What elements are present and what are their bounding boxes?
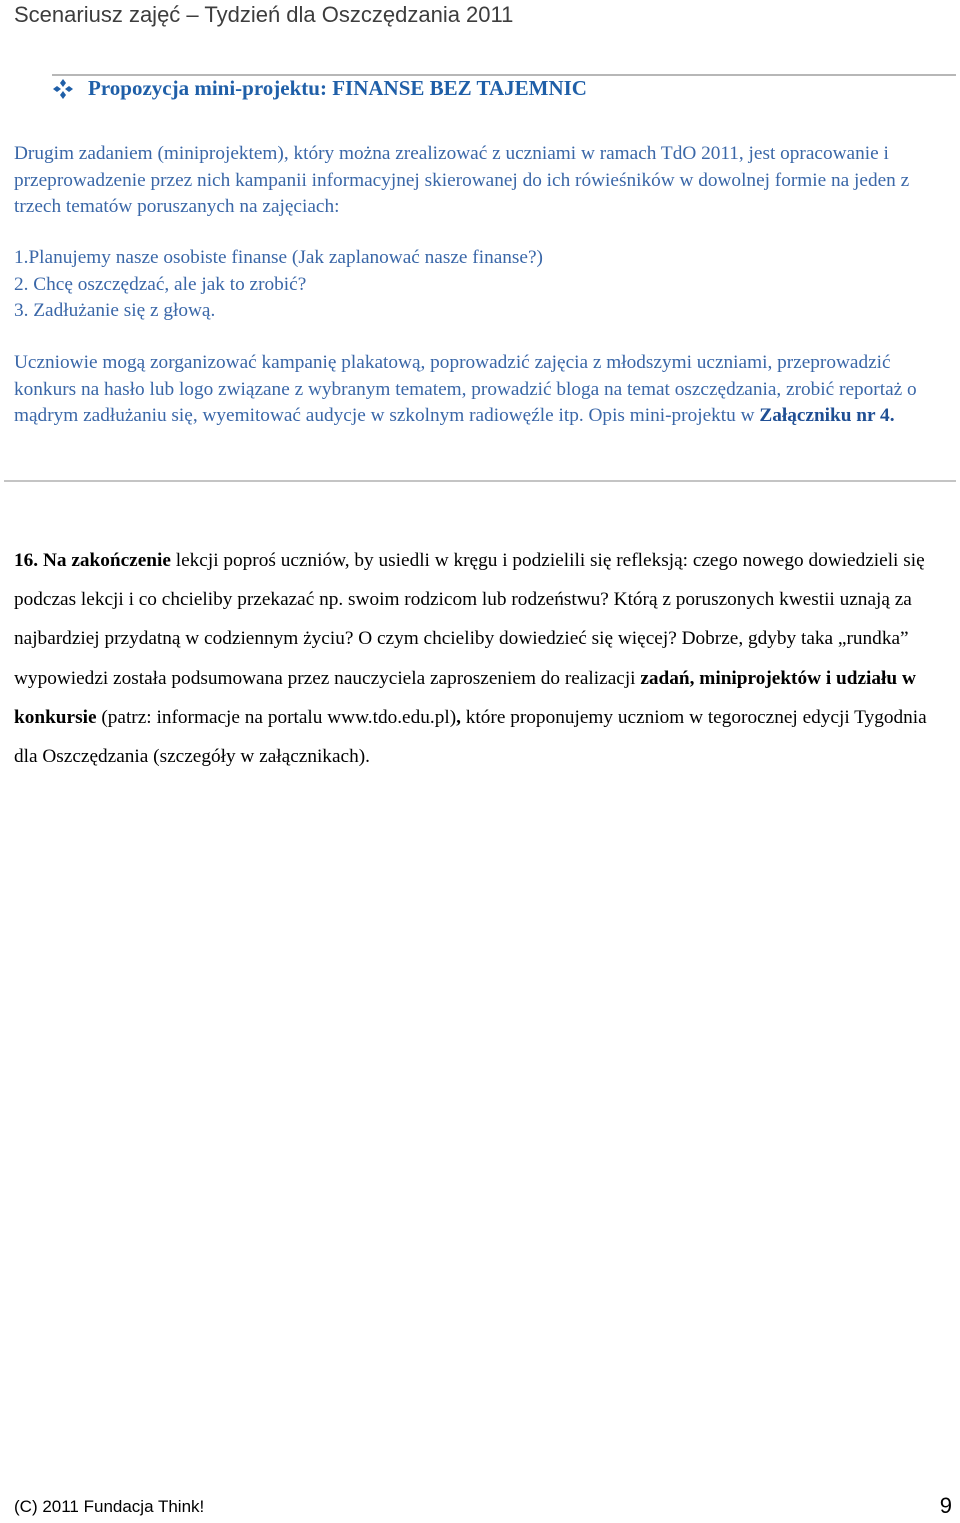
step-text-part-3: które proponujemy uczniom w tegorocznej edycji Tygodnia dla Oszczędzania (szczegóły w załącznikach). <box>14 706 927 768</box>
project-ideas-text: Uczniowie mogą zorganizować kampanię plakatową, poprowadzić zajęcia z młodszymi uczniami, przeprowadzić konkurs na hasło lub logo związane z wybranym tematem, prowadzić bloga na temat oszczędzania, zrobić reportaż o mądrym zadłużaniu się, wyemitować audycje w szkolnym radiowęźle itp. Opis mini-projektu w <box>14 352 917 426</box>
project-ideas-paragraph <box>14 350 949 430</box>
attachment-reference: Załączniku nr 4. <box>759 405 895 426</box>
step-text-part-1: lekcji poproś uczniów, by usiedli w kręgu i podzielili się refleksją: czego nowego dowiedzieli się podczas lekcji i co chcieliby przekazać np. swoim rodzicom lub rodzeństwu? Którą z poruszonych kwestii uznają za najbardziej przydatną w codziennym życiu? O czym chcieliby dowiedzieć się więcej? Dobrze, gdyby taka „rundka” wypowiedzi została podsumowana przez nauczyciela zaproszeniem do realizacji <box>14 550 925 689</box>
section-divider <box>4 480 956 482</box>
step-bold-comma: , <box>456 706 461 728</box>
topic-item: 2. Chcę oszczędzać, ale jak to zrobić? <box>14 273 307 295</box>
four-diamond-bullet-icon <box>52 78 74 100</box>
step-16-paragraph <box>14 541 949 776</box>
topic-item: 1.Planujemy nasze osobiste finanse (Jak zaplanować nasze finanse?) <box>14 247 543 268</box>
step-bold-tasks: zadań, miniprojektów i udziału w konkursie <box>14 667 916 728</box>
topic-item: 3. Zadłużanie się z głową. <box>14 300 216 321</box>
proposal-heading <box>52 76 587 101</box>
step-text-part-2: (patrz: informacje na portalu www.tdo.edu.pl) <box>96 706 457 728</box>
page-header-title: Scenariusz zajęć – Tydzień dla Oszczędzania 2011 <box>14 2 514 27</box>
step-bold-lead: Na zakończenie <box>42 550 171 571</box>
step-number: 16. <box>14 550 39 571</box>
proposal-heading-text: Propozycja mini-projektu: FINANSE BEZ TAJEMNIC <box>88 76 587 100</box>
topic-list <box>14 245 949 325</box>
proposal-intro-paragraph: Drugim zadaniem (miniprojektem), który można zrealizować z uczniami w ramach TdO 2011, jest opracowanie i przeprowadzenie przez nich kampanii informacyjnej skierowanej do ich rówieśników w dowolnej formie na jeden z trzech tematów poruszanych na zajęciach: <box>14 143 910 217</box>
footer-copyright: (C) 2011 Fundacja Think! <box>14 1497 205 1516</box>
page-number: 9 <box>939 1493 952 1518</box>
